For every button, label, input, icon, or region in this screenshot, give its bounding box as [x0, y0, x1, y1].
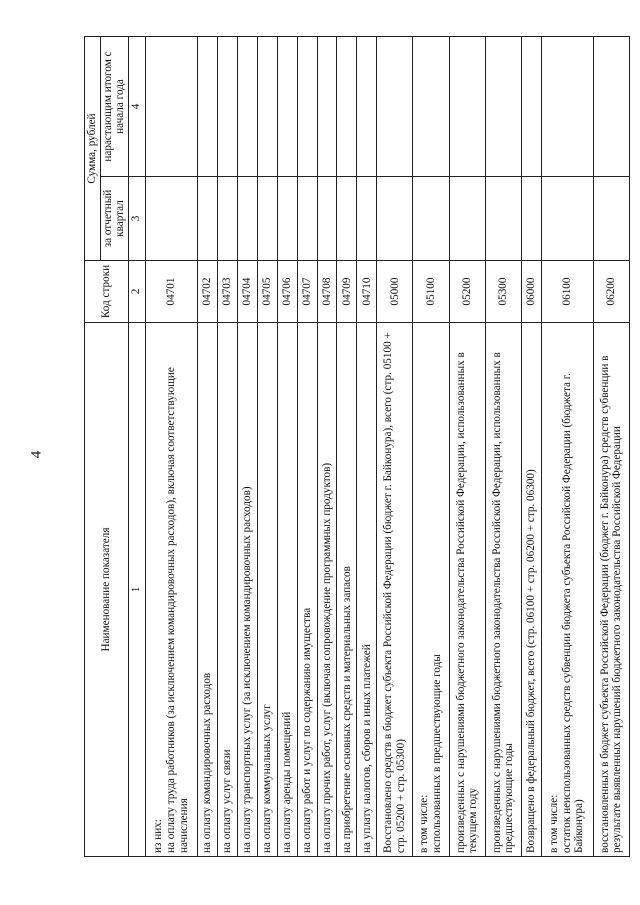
row-name: восстановленных в бюджет субъекта Российской Федерации (бюджет г. Байконура) средств субвенции в результате выявленных нарушений бюджетного законодательства Российской Федерации: [593, 323, 629, 857]
row-code: 05200: [449, 261, 485, 323]
index-cell: 4: [128, 37, 145, 177]
row-code: 04707: [297, 261, 317, 323]
row-code: 04703: [217, 261, 237, 323]
row-ytd-value: [297, 37, 317, 177]
table-row: [257, 37, 277, 857]
row-code: 05000: [377, 261, 413, 323]
table-row: [413, 37, 449, 857]
row-code: 04710: [357, 261, 377, 323]
row-name: на оплату работ и услуг по содержанию имущества: [297, 323, 317, 857]
row-quarter-value: [237, 177, 257, 261]
row-quarter-value: [197, 177, 217, 261]
row-code: 06000: [521, 261, 541, 323]
row-name: в том числе: использованных в предшествующие годы: [413, 323, 449, 857]
index-cell: 2: [128, 261, 145, 323]
table-row: [593, 37, 629, 857]
rotated-table-container: [84, 37, 630, 857]
row-ytd-value: [449, 37, 485, 177]
table-row: [297, 37, 317, 857]
row-name: Восстановлено средств в бюджет субъекта Российской Федерации (бюджет г. Байконура), всего (стр. 05100 + стр. 05200 + стр. 05300): [377, 323, 413, 857]
row-name: на уплату налогов, сборов и иных платежей: [357, 323, 377, 857]
row-code: 04709: [337, 261, 357, 323]
row-quarter-value: [297, 177, 317, 261]
row-quarter-value: [593, 177, 629, 261]
header-name: Наименование показателя: [85, 323, 129, 857]
header-ytd: нарастающим итогом с начала года: [100, 37, 128, 177]
row-name: произведенных с нарушениями бюджетного законодательства Российской Федерации, использованных в предшествующие годы: [485, 323, 521, 857]
row-quarter-value: [277, 177, 297, 261]
table-row: [357, 37, 377, 857]
row-name: на оплату командировочных расходов: [197, 323, 217, 857]
table-row: [541, 37, 593, 857]
page-number: 4: [28, 450, 45, 459]
row-ytd-value: [337, 37, 357, 177]
row-code: 04705: [257, 261, 277, 323]
row-ytd-value: [413, 37, 449, 177]
row-code: 05100: [413, 261, 449, 323]
table-row: [485, 37, 521, 857]
row-code: 04708: [317, 261, 337, 323]
row-ytd-value: [541, 37, 593, 177]
row-quarter-value: [217, 177, 237, 261]
row-quarter-value: [317, 177, 337, 261]
table-row: [317, 37, 337, 857]
row-quarter-value: [357, 177, 377, 261]
row-quarter-value: [257, 177, 277, 261]
row-name: на оплату аренды помещений: [277, 323, 297, 857]
row-ytd-value: [593, 37, 629, 177]
report-table: [84, 36, 630, 857]
table-row: [197, 37, 217, 857]
row-code: 04704: [237, 261, 257, 323]
row-code: 06200: [593, 261, 629, 323]
row-quarter-value: [541, 177, 593, 261]
row-quarter-value: [377, 177, 413, 261]
row-name: на оплату прочих работ, услуг (включая сопровождение программных продуктов): [317, 323, 337, 857]
row-ytd-value: [237, 37, 257, 177]
row-name: на оплату коммунальных услуг: [257, 323, 277, 857]
row-name: на оплату услуг связи: [217, 323, 237, 857]
row-quarter-value: [485, 177, 521, 261]
row-quarter-value: [521, 177, 541, 261]
table-row: [277, 37, 297, 857]
row-quarter-value: [449, 177, 485, 261]
header-quarter: за отчетный квартал: [100, 177, 128, 261]
table-row: [449, 37, 485, 857]
header-sum-group: Сумма, рублей: [85, 37, 101, 261]
row-ytd-value: [257, 37, 277, 177]
index-cell: 1: [128, 323, 145, 857]
row-ytd-value: [217, 37, 237, 177]
row-code: 04701: [145, 261, 197, 323]
row-code: 04702: [197, 261, 217, 323]
row-ytd-value: [277, 37, 297, 177]
row-ytd-value: [485, 37, 521, 177]
row-name: на оплату транспортных услуг (за исключением командировочных расходов): [237, 323, 257, 857]
row-ytd-value: [377, 37, 413, 177]
row-quarter-value: [413, 177, 449, 261]
table-row: [521, 37, 541, 857]
row-ytd-value: [145, 37, 197, 177]
row-quarter-value: [145, 177, 197, 261]
table-body: [145, 37, 629, 857]
row-name: произведенных с нарушениями бюджетного законодательства Российской Федерации, использованных в текущем году: [449, 323, 485, 857]
index-cell: 3: [128, 177, 145, 261]
row-name: в том числе: остаток неиспользованных средств субвенции бюджета субъекта Российской Федерации (бюджета г. Байконура): [541, 323, 593, 857]
row-ytd-value: [357, 37, 377, 177]
table-row: [145, 37, 197, 857]
row-name: на приобретение основных средств и материальных запасов: [337, 323, 357, 857]
table-row: [337, 37, 357, 857]
header-code: Код строки: [85, 261, 129, 323]
row-code: 06100: [541, 261, 593, 323]
row-ytd-value: [521, 37, 541, 177]
row-name: из них: на оплату труда работников (за исключением командировочных расходов), включая соответствующие начисления: [145, 323, 197, 857]
row-ytd-value: [197, 37, 217, 177]
table-row: [237, 37, 257, 857]
row-ytd-value: [317, 37, 337, 177]
table-row: [377, 37, 413, 857]
table-row: [217, 37, 237, 857]
row-code: 04706: [277, 261, 297, 323]
row-code: 05300: [485, 261, 521, 323]
row-name: Возвращено в федеральный бюджет, всего (стр. 06100 + стр. 06200 + стр. 06300): [521, 323, 541, 857]
row-quarter-value: [337, 177, 357, 261]
